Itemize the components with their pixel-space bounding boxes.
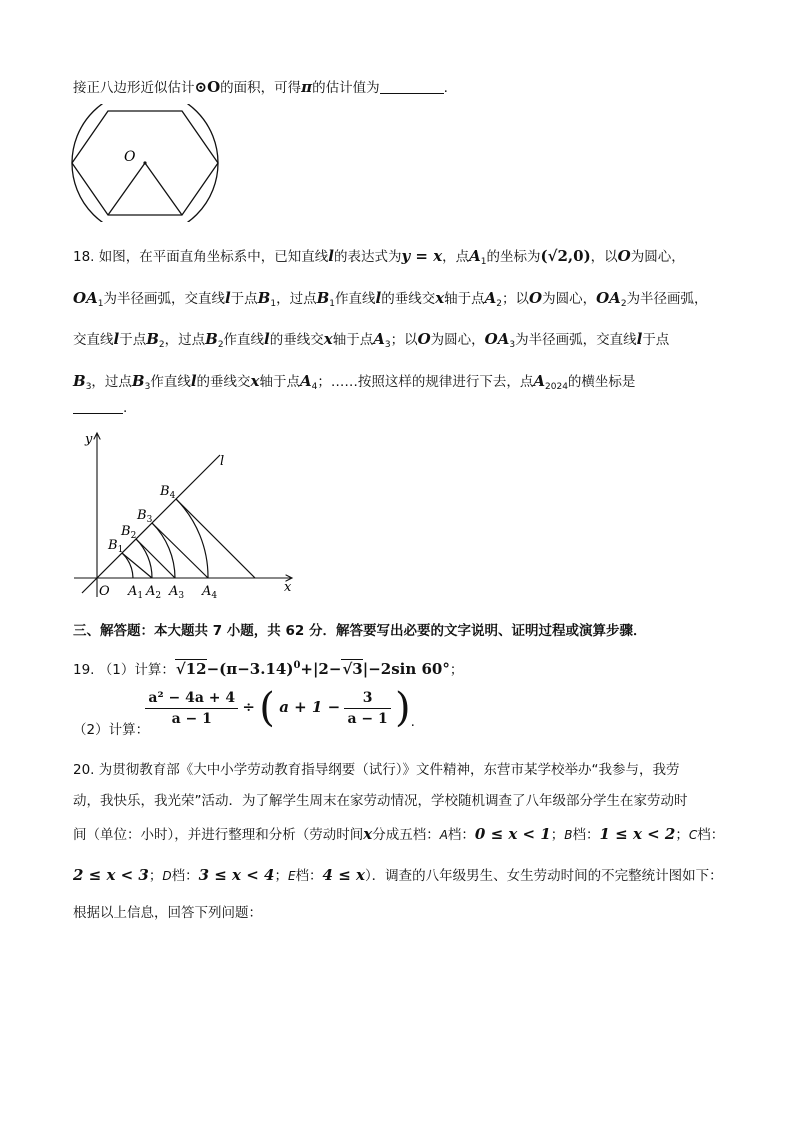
x-symbol: x xyxy=(250,372,260,390)
line-l-symbol: l xyxy=(636,330,643,348)
line-l-symbol: l xyxy=(328,247,334,265)
subscript: 2 xyxy=(496,299,503,309)
q18-text: 作直线 xyxy=(150,374,191,390)
label-b1: $B_1$ xyxy=(108,538,124,555)
label-b2: $B_2$ xyxy=(121,524,137,541)
q18-text: 为半径画弧， xyxy=(626,291,708,307)
line-l-symbol: l xyxy=(190,372,197,390)
answer-blank-q18[interactable] xyxy=(73,413,123,414)
section-heading: 三、解答题：本大题共 7 小题，共 62 分．解答要写出必要的文字说明、证明过程或演算步骤． xyxy=(73,623,647,639)
range-a: 0 ≤ x < 1 xyxy=(474,825,551,843)
arc-2 xyxy=(136,539,152,578)
arc-4 xyxy=(176,499,208,578)
divide-sign: ÷ xyxy=(242,698,255,716)
q18-text: 为圆心， xyxy=(542,291,597,307)
point-o: O xyxy=(417,330,431,348)
q18-text: 轴于点 xyxy=(444,291,485,307)
circle-o-symbol: ⊙O xyxy=(194,78,221,96)
q18-text: 作直线 xyxy=(223,332,265,348)
q18-text: 轴于点 xyxy=(332,332,374,348)
circle-hexagon-figure xyxy=(68,104,224,222)
q18-text: 为半径画弧，交直线 xyxy=(103,291,225,307)
line-l-symbol: l xyxy=(264,330,270,348)
range-b: 1 ≤ x < 2 xyxy=(599,825,676,843)
subscript: 2024 xyxy=(545,382,568,392)
fraction-2-num: 3 xyxy=(344,690,390,709)
q18-text: 的坐标为 xyxy=(486,249,541,265)
q18-text: ，以 xyxy=(590,249,618,265)
coordinate-a1: (√2,0) xyxy=(540,247,591,265)
point-a: A xyxy=(300,372,312,390)
subscript: 4 xyxy=(311,382,318,392)
fraction-1-den: a − 1 xyxy=(171,710,212,727)
label-a3: $A_3$ xyxy=(169,584,185,601)
q18-line2 xyxy=(73,287,708,309)
grade-d: D xyxy=(162,869,172,883)
label-a1: $A_1$ xyxy=(128,584,144,601)
label-b4: $B_4$ xyxy=(160,484,176,501)
q17-text-mid: 的面积，可得 xyxy=(220,80,302,96)
y-axis-label: y xyxy=(85,432,93,447)
q18-text: 交直线 xyxy=(73,332,114,348)
subscript: 1 xyxy=(270,299,277,309)
fraction-1 xyxy=(145,690,238,727)
label-b3: $B_3$ xyxy=(137,508,153,525)
q20-text: 档： xyxy=(171,868,199,884)
q18-text: 为圆心， xyxy=(630,249,685,265)
q18-text: 于点 xyxy=(230,291,258,307)
equation-y-x: y = x xyxy=(401,247,443,265)
q18-text: ；以 xyxy=(502,291,530,307)
range-d: 3 ≤ x < 4 xyxy=(198,866,275,884)
q20-text: 分成五档： xyxy=(372,827,440,843)
q19-label: 19. （1）计算： xyxy=(73,662,175,678)
q20-line3: 间（单位：小时），并进行整理和分析（劳动时间x分成五档：A档：0 ≤ x < 1；B档：1 ≤ x < 2；C档： xyxy=(73,825,725,843)
point-b: B xyxy=(316,289,330,307)
q18-text: ，过点 xyxy=(276,291,317,307)
q18-text: 为圆心， xyxy=(430,332,485,348)
center-o-label: O xyxy=(124,149,136,165)
arc-1 xyxy=(122,553,133,578)
grade-e: E xyxy=(287,869,296,883)
x-symbol: x xyxy=(435,289,445,307)
expr-part: −(π−3.14) xyxy=(206,660,294,678)
q20-text: 间（单位：小时），并进行整理和分析（劳动时间 xyxy=(73,827,364,843)
q18-line3 xyxy=(73,328,669,350)
subscript: 3 xyxy=(85,382,92,392)
point-o: O xyxy=(617,247,631,265)
q18-text: ，过点 xyxy=(164,332,206,348)
q18-period: . xyxy=(123,400,128,416)
arc-3 xyxy=(152,523,175,578)
point-b: B xyxy=(73,372,86,390)
q18-text: ；以 xyxy=(390,332,418,348)
line-l-label: l xyxy=(220,454,225,469)
q17-text-pre: 接正八边形近似估计 xyxy=(73,80,195,96)
q20-line2: 动，我快乐，我光荣”活动．为了解学生周末在家劳动情况，学校随机调查了八年级部分学生在家劳动时 xyxy=(73,793,688,809)
q18-text: 的横坐标是 xyxy=(567,374,636,390)
q20-text: 档： xyxy=(572,827,600,843)
q18-answer-line xyxy=(73,400,127,416)
perp-2 xyxy=(136,539,175,578)
fraction-1-num: a² − 4a + 4 xyxy=(145,690,238,709)
fraction-2-den: a − 1 xyxy=(347,710,388,727)
q19-part1 xyxy=(73,658,463,678)
q19-expression xyxy=(175,660,450,678)
q18-line4 xyxy=(73,370,635,392)
q18-text: 轴于点 xyxy=(259,374,300,390)
q18-text: 18. 如图，在平面直角坐标系中，已知直线 xyxy=(73,249,329,265)
origin-label: O xyxy=(99,584,110,599)
q19-part2 xyxy=(73,685,415,738)
subscript: 3 xyxy=(384,340,391,350)
expr-part: |−2sin 60° xyxy=(362,660,450,678)
segment-oa: OA xyxy=(596,289,621,307)
segment-oa: OA xyxy=(73,289,98,307)
subscript: 1 xyxy=(97,299,104,309)
subscript: 2 xyxy=(158,340,165,350)
x-symbol: x xyxy=(323,330,333,348)
q19-part2-label: （2）计算： xyxy=(73,722,150,738)
coordinate-figure xyxy=(72,425,300,605)
pi-symbol: π xyxy=(301,78,313,96)
subscript: 2 xyxy=(620,299,627,309)
range-c: 2 ≤ x < 3 xyxy=(73,866,149,884)
q17-text xyxy=(73,76,448,96)
label-a2: $A_2$ xyxy=(146,584,162,601)
grade-a: A xyxy=(439,828,448,842)
q18-text: 于点 xyxy=(119,332,147,348)
subscript: 3 xyxy=(509,340,516,350)
subscript: 1 xyxy=(480,257,487,267)
line-l-symbol: l xyxy=(224,289,231,307)
q18-text: 于点 xyxy=(642,332,670,348)
subscript: 2 xyxy=(217,340,224,350)
perp-3 xyxy=(152,523,208,578)
point-a: A xyxy=(484,289,497,307)
subscript: 1 xyxy=(329,299,335,309)
point-b: B xyxy=(257,289,271,307)
expr-semicolon: ； xyxy=(449,662,464,678)
inner-expr: a + 1 − xyxy=(279,698,341,716)
q18-text: ；……按照这样的规律进行下去，点 xyxy=(317,374,534,390)
q20-text: 档： xyxy=(295,868,323,884)
q17-period: . xyxy=(443,80,448,96)
q18-text: 的表达式为 xyxy=(333,249,402,265)
line-l-symbol: l xyxy=(375,289,382,307)
q20-text: 档： xyxy=(447,827,475,843)
q18-text: ，过点 xyxy=(91,374,132,390)
q20-line4: 2 ≤ x < 3；D档：3 ≤ x < 4；E档：4 ≤ x）．调查的八年级男生、女生劳动时间的不完整统计图如下： xyxy=(73,866,723,884)
q18-text: 的垂线交 xyxy=(269,332,324,348)
line-l-symbol: l xyxy=(113,330,120,348)
sqrt-3: √3 xyxy=(342,660,363,678)
subscript: 3 xyxy=(144,382,151,392)
expr-part: +|2− xyxy=(300,660,342,678)
q18-line1 xyxy=(73,245,685,267)
point-a: A xyxy=(373,330,385,348)
q19-end-period: . xyxy=(410,714,415,730)
q20-text: 档： xyxy=(697,827,725,843)
q20-line5: 根据以上信息，回答下列问题： xyxy=(73,905,262,921)
right-paren: ) xyxy=(395,685,411,731)
left-paren: ( xyxy=(259,685,275,731)
x-symbol: x xyxy=(363,825,373,843)
q18-text: 作直线 xyxy=(335,291,376,307)
x-axis-label: x xyxy=(284,580,292,595)
q18-text: 的垂线交 xyxy=(381,291,436,307)
fraction-2 xyxy=(344,690,390,727)
point-b: B xyxy=(146,330,159,348)
q17-text-post: 的估计值为 xyxy=(312,80,380,96)
point-o: O xyxy=(529,289,543,307)
q18-text: 的垂线交 xyxy=(196,374,251,390)
point-b: B xyxy=(205,330,218,348)
perp-4 xyxy=(176,499,255,578)
answer-blank-q17[interactable] xyxy=(380,93,444,94)
grade-c: C xyxy=(688,828,698,842)
segment-oa: OA xyxy=(484,330,510,348)
q18-text: ，点 xyxy=(442,249,470,265)
label-a4: $A_4$ xyxy=(202,584,218,601)
exponent-zero: 0 xyxy=(293,660,301,671)
q20-text: ）．调查的八年级男生、女生劳动时间的不完整统计图如下： xyxy=(364,868,723,884)
point-b: B xyxy=(131,372,145,390)
range-e: 4 ≤ x xyxy=(322,866,365,884)
point-a: A xyxy=(533,372,546,390)
q18-text: 为半径画弧，交直线 xyxy=(515,332,637,348)
point-a: A xyxy=(469,247,481,265)
q20-line1: 20. 为贯彻教育部《大中小学劳动教育指导纲要（试行）》文件精神，东营市某学校举办“我参与，我劳 xyxy=(73,762,680,778)
grade-b: B xyxy=(564,828,573,842)
sqrt-12: √12 xyxy=(175,660,207,678)
